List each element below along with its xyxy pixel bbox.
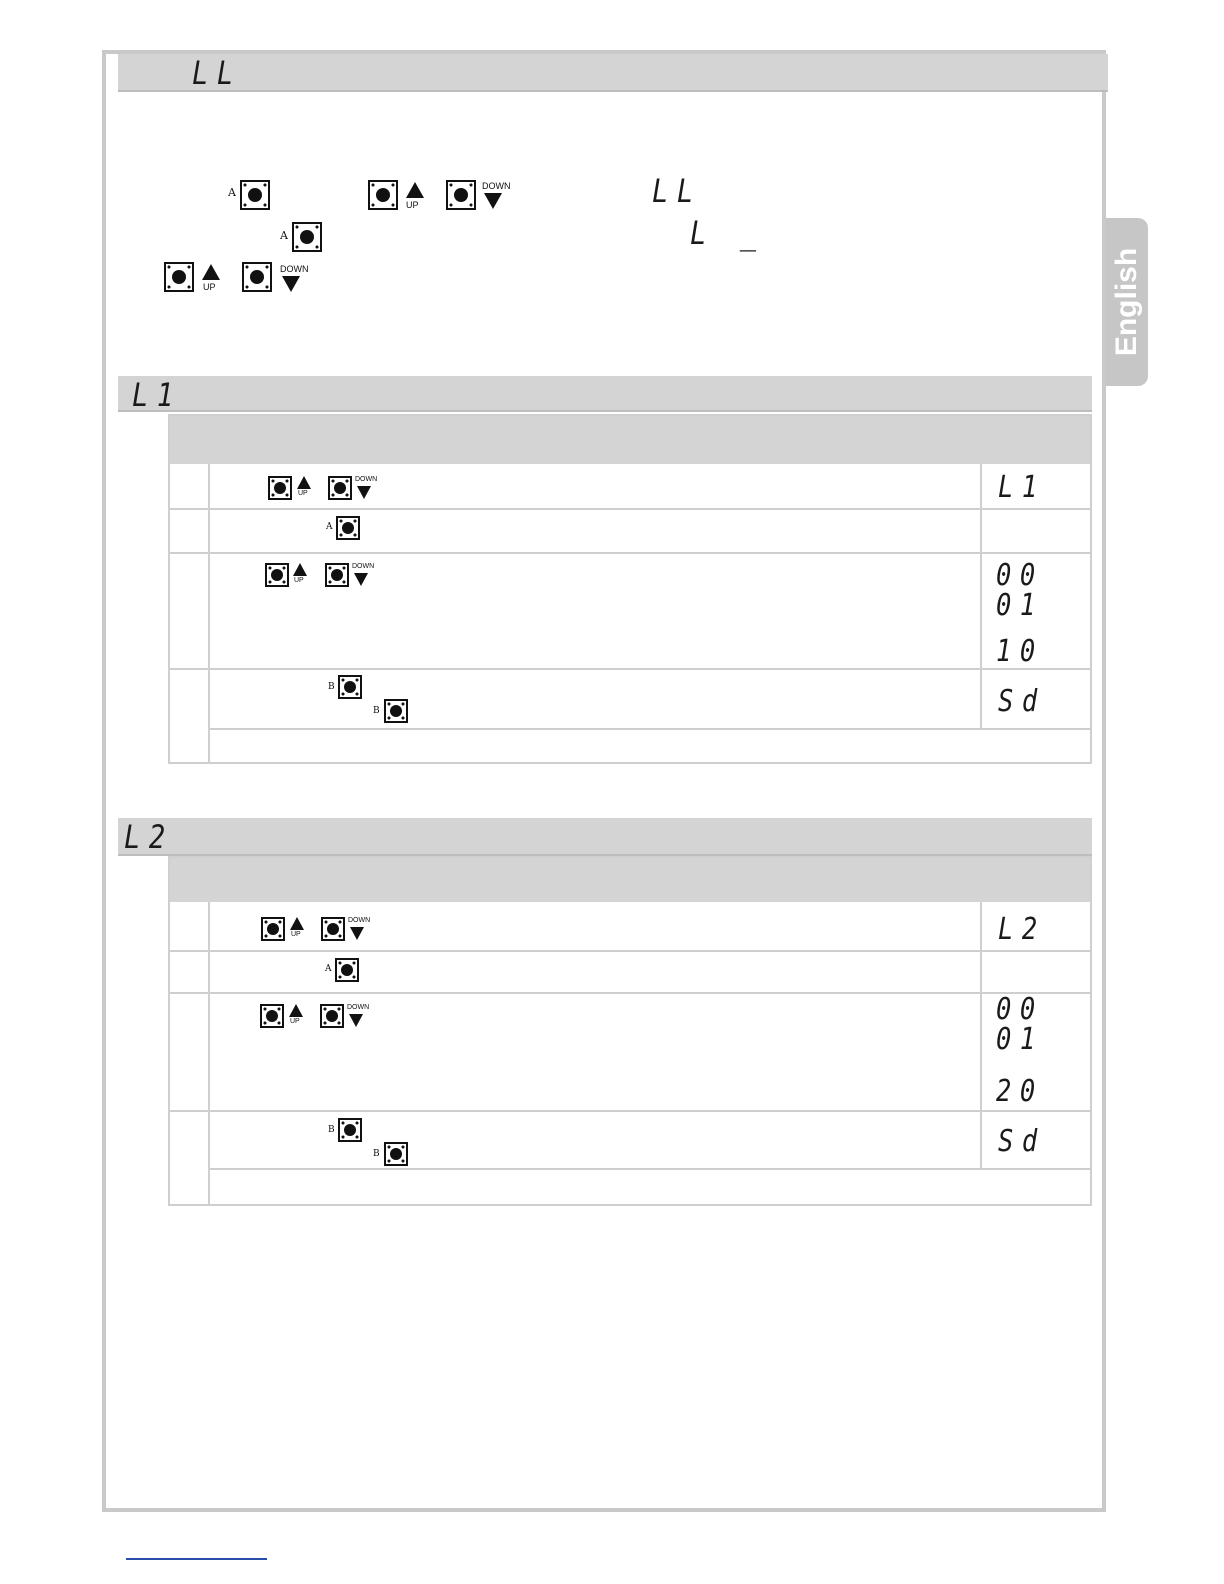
display-value: L2 <box>998 912 1046 947</box>
table-l2-divider <box>980 902 982 1168</box>
button-up-icon <box>368 180 398 210</box>
table-l1-divider <box>170 668 1090 670</box>
display-value: 20 <box>996 1074 1044 1109</box>
button-b-icon <box>338 675 362 699</box>
down-label: DOWN <box>348 917 371 924</box>
button-up-icon <box>261 917 285 941</box>
up-arrow-icon <box>406 182 424 198</box>
button-a-icon <box>292 222 322 252</box>
button-down-icon <box>328 476 352 500</box>
button-up-icon <box>260 1004 284 1028</box>
up-arrow-icon <box>293 563 307 576</box>
table-l1-divider <box>210 728 1090 730</box>
display-value: 01 <box>996 1022 1044 1057</box>
display-value: 01 <box>996 588 1044 623</box>
up-arrow-icon <box>290 917 304 930</box>
display-value: Sd <box>998 684 1046 719</box>
language-tab[interactable] <box>1106 218 1148 386</box>
down-arrow-icon <box>350 927 364 940</box>
display-value: 10 <box>996 634 1044 669</box>
table-l2-divider <box>170 1110 1090 1112</box>
button-down-icon <box>242 262 272 292</box>
up-label: UP <box>298 490 308 497</box>
display-value: L1 <box>998 470 1046 505</box>
table-l1-header <box>170 416 1090 464</box>
table-l2 <box>168 856 1092 1206</box>
button-b-label: B <box>328 1125 335 1135</box>
up-arrow-icon <box>297 476 311 489</box>
section-code-ll: LL <box>192 54 242 92</box>
down-arrow-icon <box>354 573 368 586</box>
down-arrow-icon <box>357 486 371 499</box>
button-down-icon <box>320 1004 344 1028</box>
button-a-label: A <box>326 522 333 532</box>
table-l2-divider <box>170 950 1090 952</box>
button-a-icon <box>335 958 359 982</box>
section-header-ll <box>118 54 1108 92</box>
table-l2-divider <box>170 992 1090 994</box>
section-code-l2: L2 <box>124 818 174 856</box>
down-label: DOWN <box>355 476 378 483</box>
button-a-label: A <box>325 964 332 974</box>
section-header-l2 <box>118 818 1092 856</box>
button-b-label: B <box>373 1149 380 1159</box>
button-down-icon <box>325 563 349 587</box>
button-a-label: A <box>228 186 236 199</box>
button-b-icon <box>384 1142 408 1166</box>
section-code-l1: L1 <box>132 376 182 414</box>
section-header-l1 <box>118 376 1092 412</box>
down-arrow-icon <box>484 193 502 209</box>
button-b-label: B <box>328 682 335 692</box>
button-up-icon <box>164 262 194 292</box>
button-b-label: B <box>373 706 380 716</box>
down-label: DOWN <box>347 1004 370 1011</box>
button-b-icon <box>338 1118 362 1142</box>
table-l1-divider <box>980 464 982 728</box>
display-value: 00 <box>996 558 1044 593</box>
table-l1-divider <box>170 508 1090 510</box>
display-value: Sd <box>998 1124 1046 1159</box>
table-l2-divider <box>208 902 210 1204</box>
up-label: UP <box>290 1018 300 1025</box>
table-l1-divider <box>170 552 1090 554</box>
button-a-icon <box>336 516 360 540</box>
button-b-icon <box>384 699 408 723</box>
table-l1 <box>168 414 1092 764</box>
button-up-icon <box>265 563 289 587</box>
language-tab-label: English <box>1110 247 1143 357</box>
display-l-dash: L _ <box>690 214 765 252</box>
down-label: DOWN <box>482 181 511 191</box>
down-label: DOWN <box>280 264 309 274</box>
table-l2-header <box>170 858 1090 902</box>
up-arrow-icon <box>202 264 220 280</box>
button-a-label: A <box>280 229 288 242</box>
up-label: UP <box>203 282 216 292</box>
button-up-icon <box>268 476 292 500</box>
button-down-icon <box>446 180 476 210</box>
display-ll: LL <box>652 172 702 210</box>
table-l2-divider <box>210 1168 1090 1170</box>
down-arrow-icon <box>349 1014 363 1027</box>
button-a-icon <box>240 180 270 210</box>
up-label: UP <box>406 200 419 210</box>
up-arrow-icon <box>289 1004 303 1017</box>
down-arrow-icon <box>282 276 300 292</box>
button-down-icon <box>321 917 345 941</box>
footer-link-underline <box>126 1558 267 1560</box>
up-label: UP <box>294 577 304 584</box>
up-label: UP <box>291 931 301 938</box>
down-label: DOWN <box>352 563 375 570</box>
display-value: 00 <box>996 992 1044 1027</box>
